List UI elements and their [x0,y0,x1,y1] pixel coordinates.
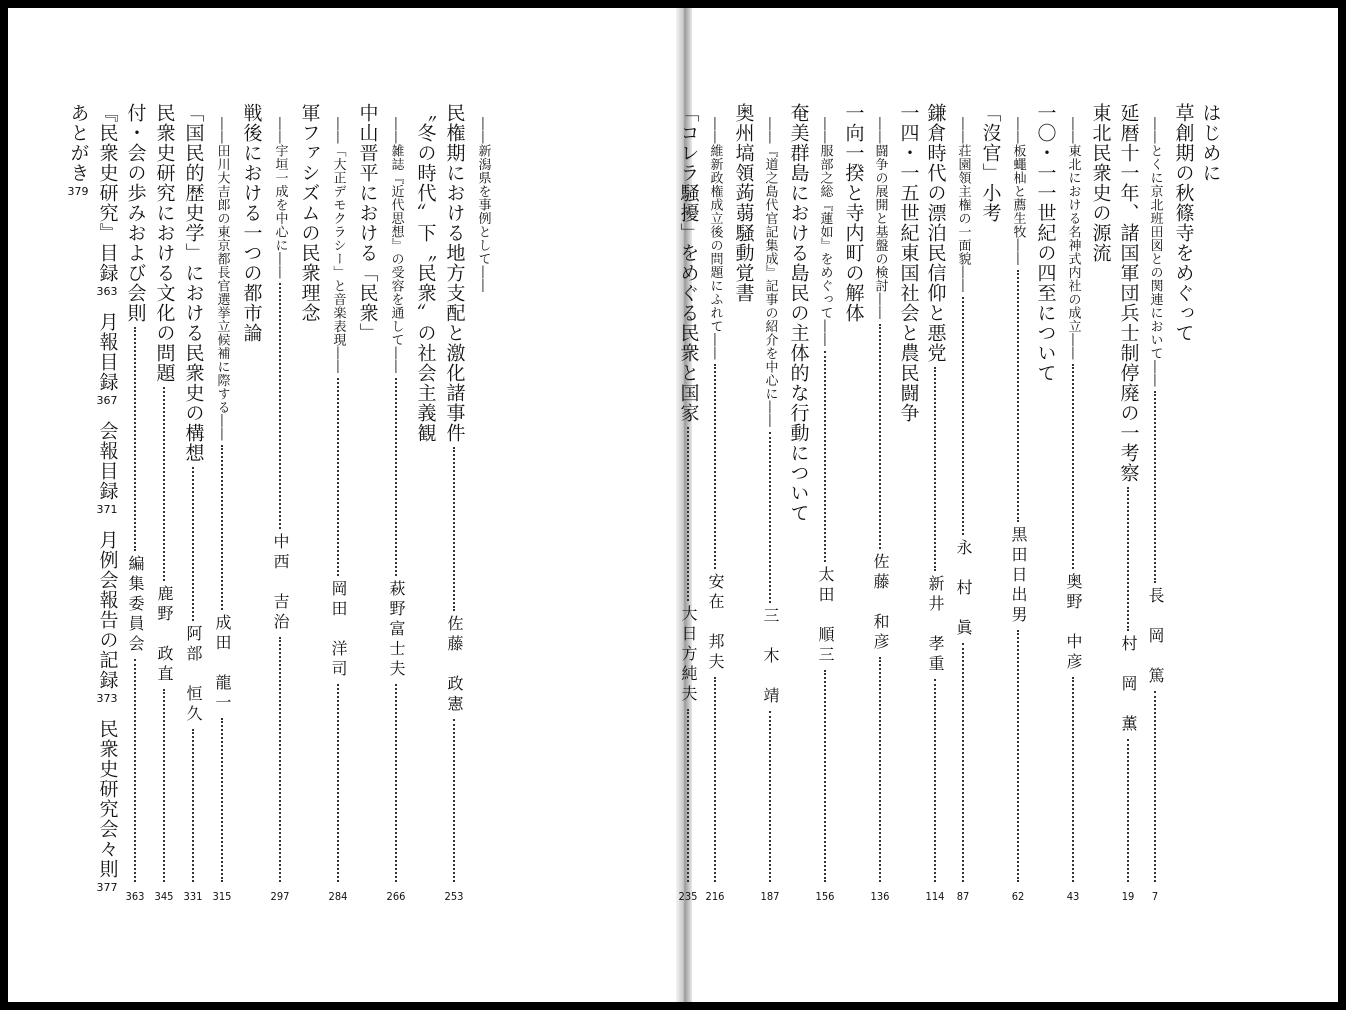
entry-title: はじめに [1199,103,1222,183]
right-page [677,8,1338,1002]
entry-author: 村 岡 薫 [1119,634,1138,735]
entry-title: 一〇・一一世紀の四至について [1034,103,1057,383]
misc-item-page-number: 367 [96,394,118,407]
entry-title: 付・会の歩みおよび会則 [124,103,147,323]
toc-entry [812,103,838,903]
leader-dots [221,718,223,883]
leader-dots [962,643,964,882]
entry-page-number: 315 [212,890,232,903]
entry-author: 黒田日出男 [1009,525,1028,626]
leader-dots [163,689,165,883]
entry-page-number: 114 [925,890,945,903]
toc-entry [267,103,293,903]
misc-item-page-number: 379 [67,185,89,198]
toc-entry [1032,103,1058,903]
entry-page-number: 284 [328,890,348,903]
leader-dots [163,387,165,581]
entry-title: 民権期における地方支配と激化諸事件 [443,103,466,443]
entry-page-number: 62 [1011,890,1025,903]
toc-entry [1197,103,1223,903]
toc-entry [675,103,701,903]
entry-title: 「コレラ騒擾」をめぐる民衆と国家 [677,103,700,423]
entry-page-number: 297 [270,890,290,903]
toc-entry [950,103,976,903]
entry-page-number: 253 [444,890,464,903]
entry-title: 草創期の秋篠寺をめぐって [1172,103,1195,343]
leader-dots [769,711,771,882]
leader-dots [1127,739,1129,883]
entry-subtitle: ――闘争の展開と基盤の検討―― [872,117,888,320]
entry-author: 阿部 恒久 [184,624,203,725]
leader-dots [1017,630,1019,882]
entry-page-number: 216 [705,890,725,903]
toc-entry [151,103,177,903]
toc-entry [702,103,728,903]
leader-dots [1127,487,1129,631]
misc-item-label: 月例会報告の記録 [96,530,119,690]
entry-title: 奥州塙領蒟蒻騒動覚書 [732,103,755,303]
leader-dots [934,679,936,883]
entry-subtitle: ――東北における名神式内社の成立―― [1065,117,1081,360]
misc-item [97,530,118,705]
entry-title: 〝冬の時代〟下〝民衆〟の社会主義観 [414,103,437,443]
toc-entry [122,103,148,903]
leader-dots [279,637,281,883]
entry-title: 「沒官」小考 [979,103,1002,223]
entry-page-number: 136 [870,890,890,903]
leader-dots [934,367,936,571]
entry-title: 戦後における一つの都市論 [240,103,263,343]
leader-dots [134,327,136,551]
entry-subtitle: ――田川大吉郎の東京都長官選挙立候補に際する―― [214,117,230,441]
leader-dots [1072,677,1074,882]
misc-item [97,312,118,407]
leader-dots [879,657,881,882]
toc-entry [1005,103,1031,903]
leader-dots [192,729,194,883]
entry-author: 成田 龍一 [213,613,232,714]
toc-entry [895,103,921,903]
entry-subtitle: ――板蠅杣と薦生牧―― [1010,117,1026,266]
misc-item-label: 民衆史研究会々則 [96,719,119,879]
toc-entry [470,103,496,903]
misc-item-label: 『民衆史研究』目録 [96,103,119,283]
toc-entry [354,103,380,903]
leader-dots [769,432,771,603]
leader-dots [1154,391,1156,583]
leader-dots [1154,691,1156,883]
entry-page-number: 7 [1151,890,1159,903]
misc-item [97,421,118,516]
misc-item [68,103,89,198]
misc-item-page-number: 377 [96,881,118,894]
leader-dots [279,283,281,529]
leader-dots [453,719,455,883]
leader-dots [395,378,397,576]
toc-entry [757,103,783,903]
leader-dots [714,677,716,882]
entry-subtitle: ――雑誌『近代思想』の受容を通して―― [388,117,404,374]
entry-title: 一向一揆と寺内町の解体 [842,103,865,323]
entry-title: 中山晋平における「民衆」 [356,103,379,343]
leader-dots [337,378,339,576]
toc-entry [840,103,866,903]
entry-author: 編集委員会 [126,554,145,655]
misc-item-label: 月報目録 [96,312,119,392]
entry-page-number: 87 [956,890,970,903]
toc-entry [209,103,235,903]
toc-entry [867,103,893,903]
leader-dots [824,351,826,563]
entry-page-number: 345 [154,890,174,903]
entry-author: 中西 吉治 [271,532,290,633]
toc-entry [730,103,756,903]
misc-item-label: 会報目録 [96,421,119,501]
misc-item-page-number: 373 [96,692,118,705]
entry-subtitle: ――『道之島代官記集成』記事の紹介を中心に―― [762,117,778,428]
entry-subtitle: ――新潟県を事例として―― [475,117,491,293]
entry-title: 軍ファシズムの民衆理念 [298,103,321,323]
leader-dots [714,364,716,569]
toc-entry [1087,103,1113,903]
misc-item [97,103,118,298]
entry-author: 萩野富士夫 [387,579,406,680]
entry-author: 永 村 眞 [954,539,973,640]
entry-title: 奄美群島における島民の主体的な行動について [787,103,810,523]
leader-dots [221,445,223,610]
entry-author: 太田 順三 [816,566,835,667]
toc-entry [977,103,1003,903]
entry-author: 長 岡 篤 [1146,586,1165,687]
toc-entry [785,103,811,903]
toc-entry [1142,103,1168,903]
entry-author: 鹿野 政直 [155,584,174,685]
entry-subtitle: ――服部之総『蓮如』をめぐって―― [817,117,833,347]
toc-entry [1170,103,1196,903]
leader-dots [1017,270,1019,522]
leader-dots [962,297,964,536]
misc-column [97,103,117,903]
leader-dots [192,467,194,621]
toc-entry [412,103,438,903]
toc-entry [922,103,948,903]
leader-dots [1072,364,1074,569]
toc-entry [383,103,409,903]
entry-title: 民衆史研究における文化の問題 [153,103,176,383]
leader-dots [453,447,455,611]
leader-dots [687,427,689,601]
entry-title: 延暦十一年、諸国軍団兵士制停廃の一考察 [1117,103,1140,483]
misc-item-page-number: 371 [96,503,118,516]
entry-subtitle: ――宇垣一成を中心に―― [272,117,288,279]
entry-author: 佐藤 和彦 [871,552,890,653]
misc-item-label: あとがき [67,103,90,183]
leader-dots [134,659,136,883]
entry-page-number: 266 [386,890,406,903]
toc-entry [296,103,322,903]
entry-author: 岡田 洋司 [329,579,348,680]
leader-dots [395,684,397,882]
leader-dots [879,324,881,549]
entry-subtitle: ――とくに京北班田図との関連において―― [1147,117,1163,387]
entry-author: 三 木 靖 [761,606,780,707]
entry-title: 「国民的歴史学」における民衆史の構想 [182,103,205,463]
entry-page-number: 19 [1121,890,1135,903]
misc-item [97,719,118,894]
misc-column [68,103,88,903]
entry-author: 大日方純夫 [679,604,698,705]
entry-page-number: 187 [760,890,780,903]
entry-title: 一四・一五世紀東国社会と農民闘争 [897,103,920,423]
entry-author: 安在 邦夫 [706,573,725,673]
entry-author: 佐藤 政憲 [445,614,464,715]
entry-title: 東北民衆史の源流 [1089,103,1112,263]
toc-entry [238,103,264,903]
entry-page-number: 331 [183,890,203,903]
entry-page-number: 235 [678,890,698,903]
toc-entry [180,103,206,903]
entry-page-number: 363 [125,890,145,903]
entry-page-number: 156 [815,890,835,903]
entry-subtitle: ――維新政権成立後の問題にふれて―― [707,117,723,360]
entry-subtitle: ――荘園領主権の一面貌―― [955,117,971,293]
toc-entry [1060,103,1086,903]
book-spread [8,8,1338,1002]
toc-entry [325,103,351,903]
left-page [8,8,676,1002]
leader-dots [824,670,826,882]
misc-item-page-number: 363 [96,285,118,298]
entry-page-number: 43 [1066,890,1080,903]
entry-title: 鎌倉時代の漂泊民信仰と悪党 [924,103,947,363]
leader-dots [687,709,689,883]
toc-entry [441,103,467,903]
entry-author: 奥野 中彦 [1064,573,1083,673]
leader-dots [337,684,339,882]
entry-subtitle: ――「大正デモクラシー」と音楽表現―― [330,117,346,374]
toc-entry [1115,103,1141,903]
entry-author: 新井 孝重 [926,574,945,675]
